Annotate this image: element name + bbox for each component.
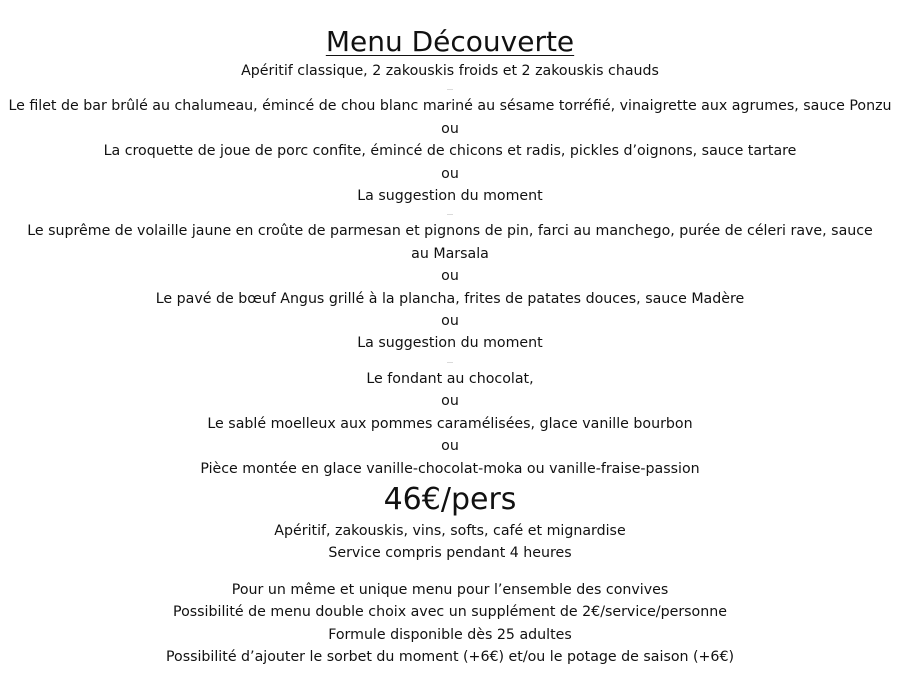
main-option-2: Le pavé de bœuf Angus grillé à la plancha, frites de patates douces, sauce Madère (155, 290, 745, 307)
spacer (0, 565, 900, 579)
price-per-person: 46€/pers (383, 481, 517, 517)
included-line-1: Apéritif, zakouskis, vins, softs, café et mignardise (274, 522, 626, 539)
or-divider: ou (441, 165, 459, 182)
section-separator: … (447, 85, 453, 93)
main-option-3: La suggestion du moment (357, 335, 543, 352)
condition-line-3: Formule disponible dès 25 adultes (328, 626, 572, 643)
section-separator: … (447, 210, 453, 218)
dessert-option-3: Pièce montée en glace vanille-chocolat-moka ou vanille-fraise-passion (200, 460, 700, 477)
or-divider: ou (441, 120, 459, 137)
aperitif-line: Apéritif classique, 2 zakouskis froids et 2 zakouskis chauds (241, 63, 659, 79)
condition-line-2: Possibilité de menu double choix avec un supplément de 2€/service/personne (173, 604, 727, 621)
or-divider: ou (441, 393, 459, 410)
menu-title: Menu Découverte (325, 25, 575, 58)
starter-option-2: La croquette de joue de porc confite, émincé de chicons et radis, pickles d’oignons, sauce tartare (103, 143, 797, 160)
starter-option-3: La suggestion du moment (357, 188, 543, 205)
dessert-option-1: Le fondant au chocolat, (366, 370, 534, 387)
starter-option-1: Le filet de bar brûlé au chalumeau, émincé de chou blanc mariné au sésame torréfié, vinaigrette aux agrumes, sauce Ponzu (8, 98, 892, 115)
or-divider: ou (441, 268, 459, 285)
dessert-option-2: Le sablé moelleux aux pommes caramélisées, glace vanille bourbon (207, 415, 693, 432)
section-separator: … (447, 357, 453, 365)
or-divider: ou (441, 313, 459, 330)
or-divider: ou (441, 438, 459, 455)
condition-line-4: Possibilité d’ajouter le sorbet du moment (+6€) et/ou le potage de saison (+6€) (165, 648, 735, 665)
menu-card (0, 24, 900, 668)
main-option-1: Le suprême de volaille jaune en croûte de parmesan et pignons de pin, farci au manchego, purée de céleri rave, sauce au Marsala (27, 223, 873, 262)
condition-line-1: Pour un même et unique menu pour l’ensemble des convives (231, 581, 669, 598)
included-line-2: Service compris pendant 4 heures (328, 545, 572, 562)
